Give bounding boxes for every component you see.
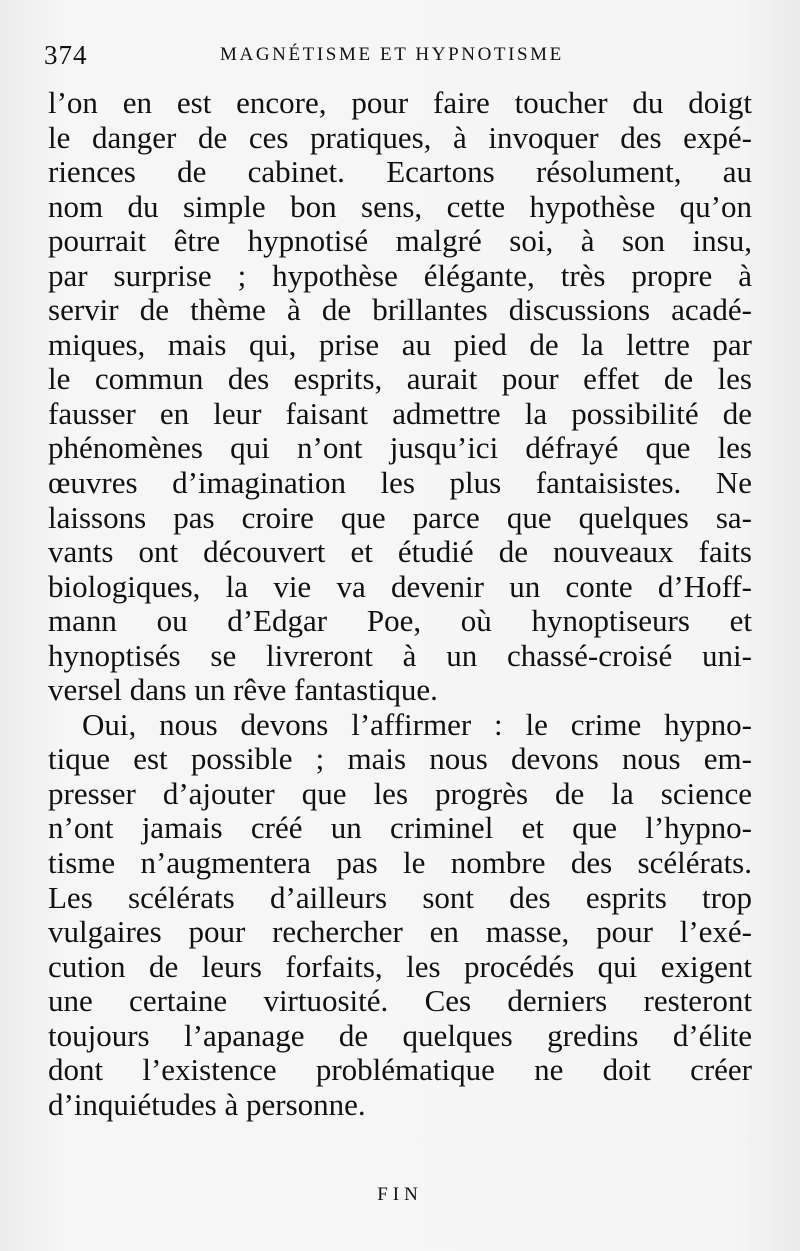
text-line: l’on en est encore, pour faire toucher du doigt	[48, 85, 752, 120]
text-line: servir de thème à de brillantes discussions acadé-	[48, 292, 752, 328]
text-line: vants ont découvert et étudié de nouveaux faits	[48, 534, 752, 570]
text-line: hynoptisés se livreront à un chassé-croisé uni-	[48, 637, 752, 673]
text-line: d’inquiétudes à personne.	[48, 1086, 366, 1122]
text-line: nom du simple bon sens, cette hypothèse qu’on	[48, 188, 752, 224]
text-line: vulgaires pour rechercher en masse, pour l’exé-	[48, 914, 752, 950]
text-line-paragraph-start: Oui, nous devons l’affirmer : le crime hypno-	[82, 706, 752, 742]
running-head: MAGNÉTISME ET HYPNOTISME	[220, 44, 564, 65]
text-line: œuvres d’imagination les plus fantaisistes. Ne	[48, 465, 752, 501]
page-header	[44, 36, 764, 76]
text-line: phénomènes qui n’ont jusqu’ici défrayé que les	[48, 430, 752, 466]
text-line: versel dans un rêve fantastique.	[48, 672, 438, 708]
text-line: n’ont jamais créé un criminel et que l’hypno-	[48, 810, 752, 846]
text-line: une certaine virtuosité. Ces derniers resteront	[48, 983, 752, 1019]
text-line: mann ou d’Edgar Poe, où hynoptiseurs et	[48, 603, 752, 639]
text-line: le danger de ces pratiques, à invoquer des expé-	[48, 119, 752, 155]
end-mark: FIN	[377, 1184, 423, 1205]
text-line: miques, mais qui, prise au pied de la lettre par	[48, 326, 752, 362]
text-line: tisme n’augmentera pas le nombre des scélérats.	[48, 845, 752, 881]
text-line: riences de cabinet. Ecartons résolument, au	[48, 154, 752, 190]
body-text	[48, 86, 752, 1122]
text-line: biologiques, la vie va devenir un conte d’Hoff-	[48, 568, 752, 604]
text-line: laissons pas croire que parce que quelques sa-	[48, 499, 752, 535]
text-line: cution de leurs forfaits, les procédés qui exigent	[48, 948, 752, 984]
text-line: Les scélérats d’ailleurs sont des esprits trop	[48, 879, 752, 915]
text-line: presser d’ajouter que les progrès de la science	[48, 775, 752, 811]
text-line: tique est possible ; mais nous devons nous em-	[48, 741, 752, 777]
text-line: dont l’existence problématique ne doit créer	[48, 1052, 752, 1088]
text-line: toujours l’apanage de quelques gredins d’élite	[48, 1017, 752, 1053]
text-line: par surprise ; hypothèse élégante, très propre à	[48, 257, 752, 293]
page-number: 374	[44, 40, 88, 70]
text-line: fausser en leur faisant admettre la possibilité de	[48, 395, 752, 431]
text-line: le commun des esprits, aurait pour effet de les	[48, 361, 752, 397]
text-line: pourrait être hypnotisé malgré soi, à son insu,	[48, 223, 752, 259]
